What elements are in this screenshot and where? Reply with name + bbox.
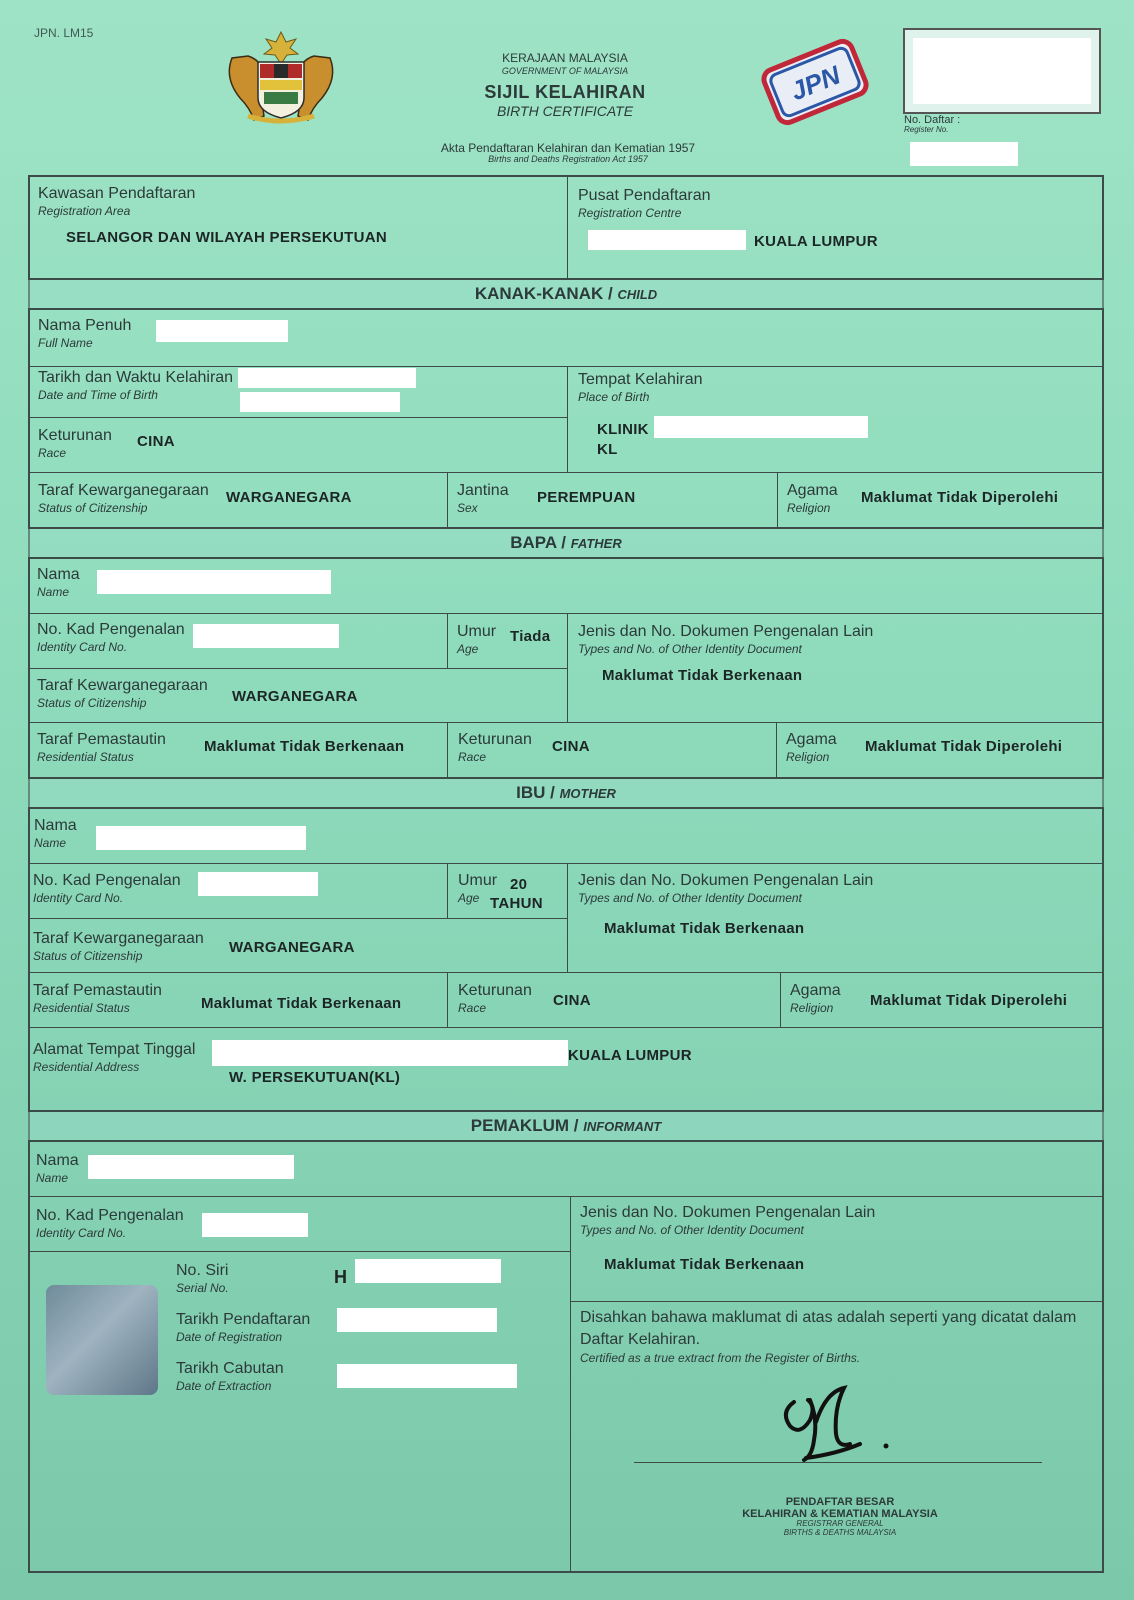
redacted-block bbox=[198, 872, 318, 896]
father-section-header bbox=[28, 527, 1104, 559]
redacted-block bbox=[588, 230, 746, 250]
mother-band-en: MOTHER bbox=[559, 786, 616, 801]
father-age-label: Umur Age bbox=[457, 623, 497, 656]
father-doc-label: Jenis dan No. Dokumen Pengenalan Lain Types and No. of Other Identity Document bbox=[578, 623, 874, 656]
registrar-department-en: BIRTHS & DEATHS MALAYSIA bbox=[783, 1527, 897, 1537]
informant-doc-label: Jenis dan No. Dokumen Pengenalan Lain Types and No. of Other Identity Document bbox=[580, 1204, 876, 1237]
informant-section-header bbox=[28, 1110, 1104, 1142]
father-citizenship-label: Taraf Kewarganegaraan Status of Citizenship bbox=[37, 677, 208, 710]
act-name-en: Births and Deaths Registration Act 1957 bbox=[488, 154, 648, 165]
redacted-block bbox=[156, 320, 288, 342]
redacted-block bbox=[337, 1364, 517, 1388]
serial-number-label: No. Siri Serial No. bbox=[176, 1262, 229, 1295]
mother-citizenship-value: WARGANEGARA bbox=[229, 939, 355, 956]
mother-religion-value: Maklumat Tidak Diperolehi bbox=[870, 992, 1068, 1009]
extraction-date-label: Tarikh Cabutan Date of Extraction bbox=[176, 1360, 284, 1393]
child-band-ms: KANAK-KANAK / bbox=[474, 284, 613, 303]
child-religion-label: Agama Religion bbox=[787, 482, 838, 515]
father-band-en: FATHER bbox=[570, 536, 622, 551]
registration-date-label: Tarikh Pendaftaran Date of Registration bbox=[176, 1311, 311, 1344]
registration-area-label: Kawasan Pendaftaran Registration Area bbox=[38, 185, 196, 218]
mother-race-label: Keturunan Race bbox=[458, 982, 532, 1015]
jpn-logo-icon bbox=[760, 34, 870, 130]
redacted-block bbox=[913, 38, 1091, 104]
act-reference bbox=[418, 142, 718, 165]
hologram-seal-icon bbox=[46, 1285, 158, 1395]
father-race-label: Keturunan Race bbox=[458, 731, 532, 764]
mother-section-header bbox=[28, 777, 1104, 809]
registrar-block bbox=[690, 1496, 990, 1538]
government-name: KERAJAAN MALAYSIA bbox=[502, 51, 628, 65]
form-code: JPN. LM15 bbox=[34, 26, 94, 40]
informant-band-en: INFORMANT bbox=[583, 1119, 662, 1134]
informant-band-ms: PEMAKLUM / bbox=[470, 1116, 579, 1135]
redacted-block bbox=[96, 826, 306, 850]
redacted-block bbox=[202, 1213, 308, 1237]
redacted-block bbox=[355, 1259, 501, 1283]
serial-number-value: H bbox=[334, 1267, 348, 1287]
redacted-block bbox=[97, 570, 331, 594]
child-religion-value: Maklumat Tidak Diperolehi bbox=[861, 489, 1059, 506]
mother-ic-label: No. Kad Pengenalan Identity Card No. bbox=[33, 872, 181, 905]
informant-doc-value: Maklumat Tidak Berkenaan bbox=[604, 1256, 805, 1273]
informant-name-label: Nama Name bbox=[36, 1152, 79, 1185]
father-citizenship-value: WARGANEGARA bbox=[232, 688, 358, 705]
mother-race-value: CINA bbox=[553, 992, 591, 1009]
register-number-label-ms: No. Daftar : bbox=[904, 114, 961, 126]
redacted-block bbox=[240, 392, 400, 412]
mother-address-value-1: KUALA LUMPUR bbox=[568, 1047, 692, 1064]
document-header bbox=[470, 52, 660, 119]
redacted-block bbox=[88, 1155, 294, 1179]
redacted-block bbox=[212, 1040, 568, 1066]
government-name-en: GOVERNMENT OF MALAYSIA bbox=[501, 65, 629, 76]
redacted-block bbox=[337, 1308, 497, 1332]
father-religion-value: Maklumat Tidak Diperolehi bbox=[865, 738, 1063, 755]
mother-address-label: Alamat Tempat Tinggal Residential Address bbox=[33, 1041, 196, 1074]
child-band-en: CHILD bbox=[617, 287, 658, 302]
mother-band-ms: IBU / bbox=[516, 783, 555, 802]
child-pob-label: Tempat Kelahiran Place of Birth bbox=[578, 371, 703, 404]
act-name: Akta Pendaftaran Kelahiran dan Kematian 1957 bbox=[440, 141, 696, 155]
redacted-block bbox=[654, 416, 868, 438]
coat-of-arms-icon bbox=[218, 28, 344, 128]
document-title: SIJIL KELAHIRAN bbox=[484, 82, 646, 103]
father-residential-label: Taraf Pemastautin Residential Status bbox=[37, 731, 166, 764]
mother-religion-label: Agama Religion bbox=[790, 982, 841, 1015]
registrar-department: KELAHIRAN & KEMATIAN MALAYSIA bbox=[742, 1508, 938, 1521]
registration-area-value: SELANGOR DAN WILAYAH PERSEKUTUAN bbox=[66, 229, 388, 246]
registration-centre-value: KUALA LUMPUR bbox=[754, 233, 878, 250]
mother-address-value-2: W. PERSEKUTUAN(KL) bbox=[229, 1069, 401, 1086]
father-name-label: Nama Name bbox=[37, 566, 80, 599]
father-race-value: CINA bbox=[552, 738, 590, 755]
signature-line bbox=[634, 1462, 1042, 1463]
certification-statement-en: Certified as a true extract from the Register of Births. bbox=[580, 1351, 861, 1366]
child-race-label: Keturunan Race bbox=[38, 427, 112, 460]
mother-doc-label: Jenis dan No. Dokumen Pengenalan Lain Types and No. of Other Identity Document bbox=[578, 872, 874, 905]
mother-doc-value: Maklumat Tidak Berkenaan bbox=[604, 920, 805, 937]
mother-citizenship-label: Taraf Kewarganegaraan Status of Citizenship bbox=[33, 930, 204, 963]
redacted-block bbox=[238, 368, 416, 388]
register-number-label bbox=[904, 114, 960, 135]
informant-ic-label: No. Kad Pengenalan Identity Card No. bbox=[36, 1207, 184, 1240]
mother-residential-value: Maklumat Tidak Berkenaan bbox=[201, 995, 402, 1012]
redacted-register-number bbox=[910, 142, 1018, 166]
certification-text bbox=[580, 1307, 1092, 1366]
registrar-title-en: REGISTRAR GENERAL bbox=[796, 1519, 884, 1529]
father-religion-label: Agama Religion bbox=[786, 731, 837, 764]
child-sex-value: PEREMPUAN bbox=[537, 489, 636, 506]
mother-age-label: Umur Age bbox=[458, 872, 498, 905]
child-pob-value-1: KLINIK bbox=[597, 421, 649, 438]
certification-statement: Disahkan bahawa maklumat di atas adalah seperti yang dicatat dalam Daftar Kelahiran. bbox=[580, 1309, 1077, 1348]
child-sex-label: Jantina Sex bbox=[457, 482, 509, 515]
father-doc-value: Maklumat Tidak Berkenaan bbox=[602, 667, 803, 684]
father-ic-label: No. Kad Pengenalan Identity Card No. bbox=[37, 621, 185, 654]
child-citizenship-label: Taraf Kewarganegaraan Status of Citizenship bbox=[38, 482, 209, 515]
registrar-title: PENDAFTAR BESAR bbox=[785, 1496, 895, 1508]
registration-centre-label: Pusat Pendaftaran Registration Centre bbox=[578, 187, 711, 220]
father-residential-value: Maklumat Tidak Berkenaan bbox=[204, 738, 405, 755]
mother-name-label: Nama Name bbox=[34, 817, 77, 850]
register-number-box bbox=[903, 28, 1101, 114]
redacted-block bbox=[193, 624, 339, 648]
document-title-en: BIRTH CERTIFICATE bbox=[496, 102, 634, 119]
mother-age-unit: TAHUN bbox=[490, 895, 543, 912]
father-band-ms: BAPA / bbox=[510, 533, 566, 552]
child-citizenship-value: WARGANEGARA bbox=[226, 489, 352, 506]
child-dob-label: Tarikh dan Waktu Kelahiran Date and Time of Birth bbox=[38, 369, 234, 402]
mother-age-value: 20 bbox=[510, 876, 528, 893]
signature-icon bbox=[776, 1382, 896, 1466]
child-race-value: CINA bbox=[137, 433, 175, 450]
mother-residential-label: Taraf Pemastautin Residential Status bbox=[33, 982, 162, 1015]
jpn-logo-text: JPN bbox=[786, 59, 845, 107]
child-name-label: Nama Penuh Full Name bbox=[38, 317, 132, 350]
father-age-value: Tiada bbox=[510, 628, 551, 645]
child-pob-value-2: KL bbox=[597, 441, 618, 458]
register-number-label-en: Register No. bbox=[904, 125, 949, 135]
child-section-header bbox=[28, 278, 1104, 310]
